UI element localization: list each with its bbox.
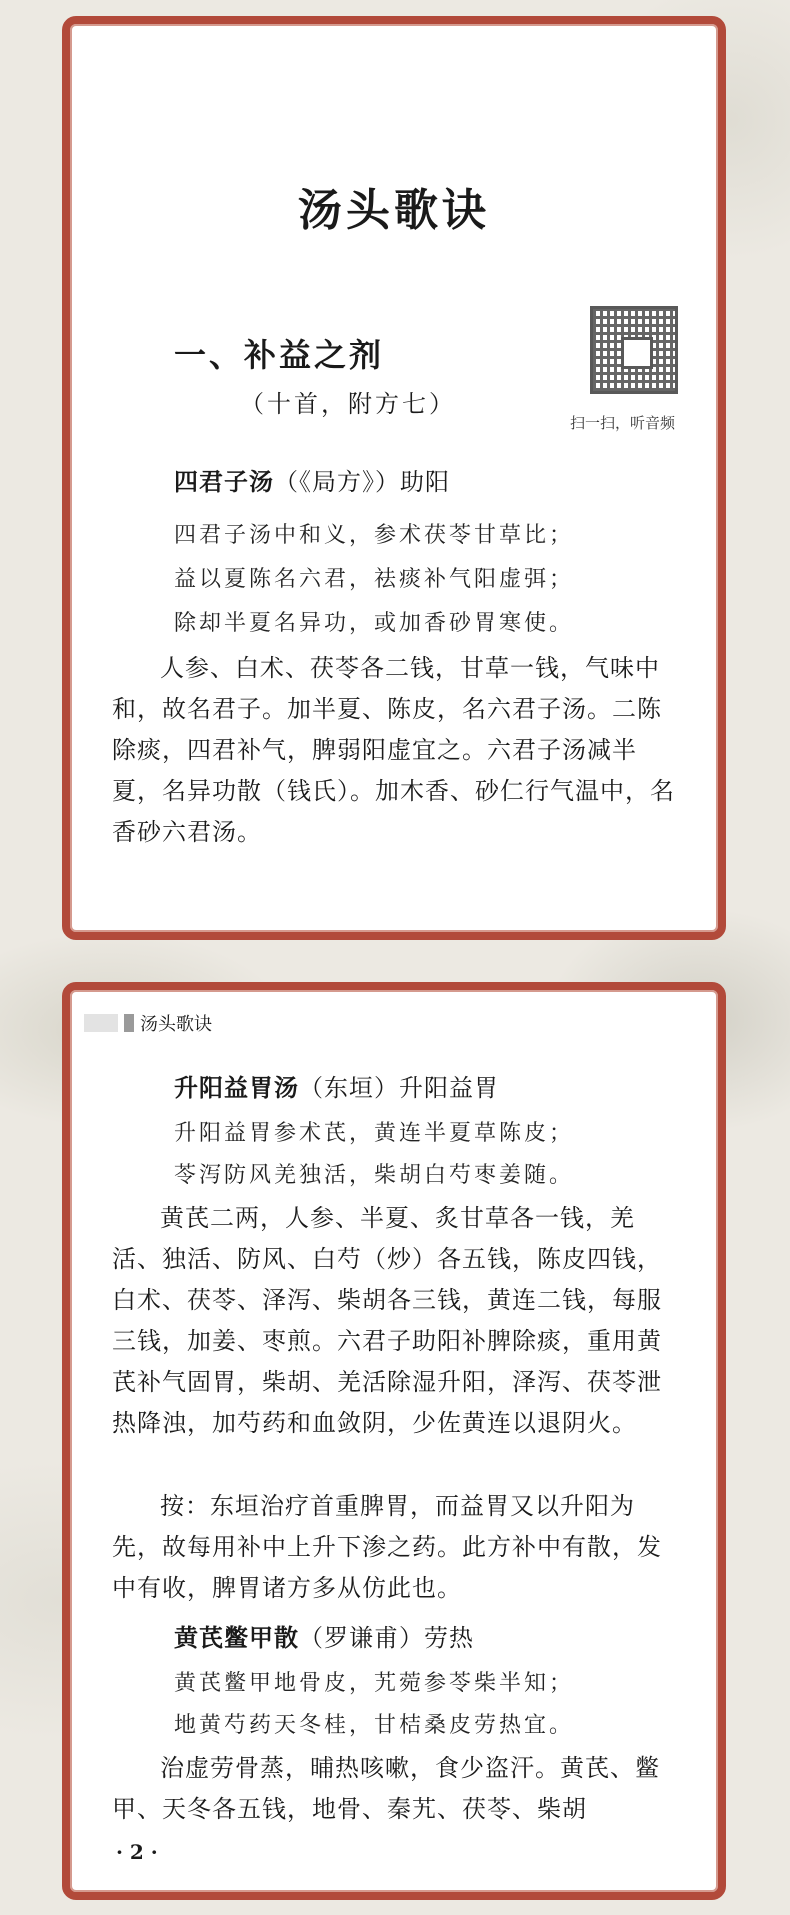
formula-explanation: 黄芪二两，人参、半夏、炙甘草各一钱，羌活、独活、防风、白芍（炒）各五钱，陈皮四钱，白术、茯苓、泽泻、柴胡各三钱，黄连二钱，每服三钱，加姜、枣煎。六君子助阳补脾除痰，重用黄芪补气固胃，柴胡、羌活除湿升阳，泽泻、茯苓泄热降浊，加芍药和血敛阴，少佐黄连以退阴火。 — [112, 1204, 662, 1437]
formula-source: （《局方》）助阳 — [274, 468, 450, 496]
formula-heading — [174, 1618, 474, 1653]
formula-source: （东垣）升阳益胃 — [299, 1074, 499, 1102]
formula-name: 升阳益胃汤 — [174, 1074, 299, 1102]
formula-heading — [174, 462, 450, 497]
formula-heading — [174, 1068, 499, 1103]
page-card-2 — [62, 982, 726, 1900]
running-head-marker — [124, 1014, 134, 1032]
formula-explanation: 人参、白术、茯苓各二钱，甘草一钱，气味中和，故名君子。加半夏、陈皮，名六君子汤。二陈除痰，四君补气，脾弱阳虚宜之。六君子汤减半夏，名异功散（钱氏）。加木香、砂仁行气温中，名香砂六君汤。 — [112, 654, 675, 846]
running-head-title: 汤头歌诀 — [140, 1014, 212, 1035]
verse-line: 益以夏陈名六君，祛痰补气阳虚弭； — [174, 567, 575, 592]
qr-code-icon[interactable] — [590, 306, 678, 394]
book-title: 汤头歌诀 — [298, 185, 490, 236]
formula-explanation: 治虚劳骨蒸，晡热咳嗽，食少盗汗。黄芪、鳖甲、天冬各五钱，地骨、秦艽、茯苓、柴胡 — [112, 1754, 660, 1823]
section-title: 一、补益之剂 — [174, 336, 385, 374]
running-head — [84, 1010, 212, 1036]
running-head-bar — [84, 1014, 118, 1032]
verse-line: 升阳益胃参术芪，黄连半夏草陈皮； — [174, 1121, 575, 1146]
qr-caption: 扫一扫，听音频 — [570, 414, 676, 432]
verse-line: 四君子汤中和义，参术茯苓甘草比； — [174, 523, 575, 548]
page-number: · 2 · — [116, 1840, 158, 1864]
verse-line: 地黄芍药天冬桂，甘桔桑皮劳热宜。 — [174, 1713, 575, 1738]
formula-name: 四君子汤 — [174, 468, 274, 496]
verse-line: 苓泻防风羌独活，柴胡白芍枣姜随。 — [174, 1163, 575, 1188]
formula-source: （罗谦甫）劳热 — [299, 1624, 474, 1652]
section-subtitle: （十首，附方七） — [240, 390, 456, 418]
verse-line: 黄芪鳖甲地骨皮，艽菀参苓柴半知； — [174, 1671, 575, 1696]
formula-note: 按：东垣治疗首重脾胃，而益胃又以升阳为先，故每用补中上升下渗之药。此方补中有散，发中有收，脾胃诸方多从仿此也。 — [112, 1492, 662, 1602]
verse-line: 除却半夏名异功，或加香砂胃寒使。 — [174, 611, 575, 636]
page-card-1 — [62, 16, 726, 940]
formula-name: 黄芪鳖甲散 — [174, 1624, 299, 1652]
